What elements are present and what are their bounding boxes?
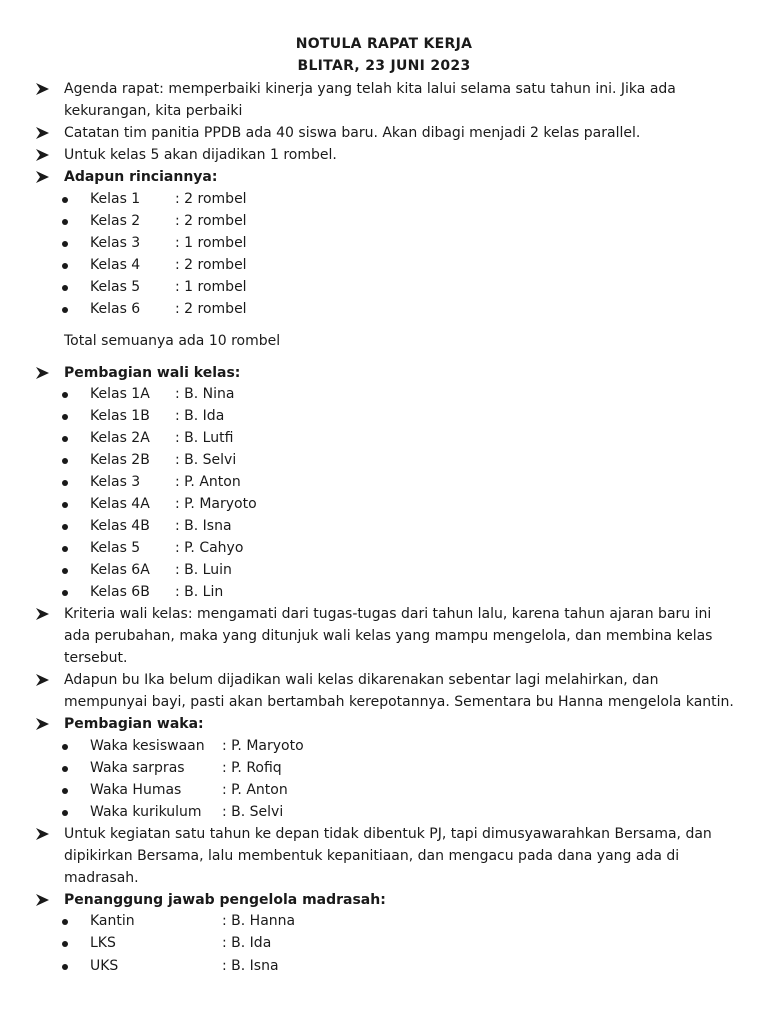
list-item: Kelas 2 : 2 rombel (0, 211, 768, 233)
bullet-dot-icon (62, 392, 68, 398)
kriteria-bullet (0, 604, 768, 626)
arrow-bullet-icon (36, 894, 49, 906)
agenda-label: Agenda rapat: (64, 81, 164, 97)
bu-ika-bullet (0, 670, 768, 692)
list-item: Kelas 5 : P. Cahyo (0, 538, 768, 560)
document-subtitle: BLITAR, 23 JUNI 2023 (297, 58, 471, 74)
bullet-dot-icon (62, 590, 68, 596)
bullet-dot-icon (62, 524, 68, 530)
wali-heading-bullet (0, 363, 768, 385)
arrow-bullet-icon (36, 674, 49, 686)
bullet-dot-icon (62, 502, 68, 508)
list-item: Kelas 2B : B. Selvi (0, 450, 768, 472)
rincian-heading-bullet (0, 167, 768, 189)
list-item: Kelas 3 : P. Anton (0, 472, 768, 494)
list-item: Kelas 6A : B. Luin (0, 560, 768, 582)
kelas5-bullet (0, 145, 768, 167)
list-item: Waka kesiswaan : P. Maryoto (0, 736, 768, 758)
list-item: Kantin : B. Hanna (0, 911, 768, 933)
list-item: Kelas 6B : B. Lin (0, 582, 768, 604)
arrow-bullet-icon (36, 171, 49, 183)
kelas5-text: Untuk kelas 5 akan dijadikan 1 rombel. (64, 147, 337, 163)
agenda-text: memperbaiki kinerja yang telah kita lalui selama satu tahun ini. Jika ada (163, 81, 676, 97)
kriteria-text-cont: tersebut. (64, 650, 128, 666)
bullet-dot-icon (62, 219, 68, 225)
kegiatan-text-cont: dipikirkan Bersama, lalu membentuk kepanitiaan, dan mengacu pada dana yang ada di (64, 848, 680, 864)
arrow-bullet-icon (36, 83, 49, 95)
kriteria-text: mengamati dari tugas-tugas dari tahun lalu, karena tahun ajaran baru ini (192, 606, 712, 622)
list-item: Kelas 4A : P. Maryoto (0, 494, 768, 516)
bullet-dot-icon (62, 810, 68, 816)
list-item: Kelas 5 : 1 rombel (0, 277, 768, 299)
rincian-heading: Adapun rinciannya: (64, 169, 218, 185)
arrow-bullet-icon (36, 718, 49, 730)
document-title: NOTULA RAPAT KERJA (295, 36, 473, 52)
bullet-dot-icon (62, 458, 68, 464)
agenda-bullet (0, 79, 768, 101)
list-item: Kelas 2A : B. Lutfi (0, 428, 768, 450)
bullet-dot-icon (62, 788, 68, 794)
list-item: Waka sarpras : P. Rofiq (0, 758, 768, 780)
pj-heading-bullet (0, 890, 768, 912)
list-item: Waka kurikulum : B. Selvi (0, 802, 768, 824)
bullet-dot-icon (62, 964, 68, 970)
list-item: Kelas 6 : 2 rombel (0, 299, 768, 321)
arrow-bullet-icon (36, 828, 49, 840)
list-item: UKS : B. Isna (0, 956, 768, 978)
agenda-text-cont: kekurangan, kita perbaiki (64, 103, 243, 119)
catatan-bullet (0, 123, 768, 145)
bu-ika-text-cont: mempunyai bayi, pasti akan bertambah kerepotannya. Sementara bu Hanna mengelola kantin. (64, 694, 734, 710)
bullet-dot-icon (62, 480, 68, 486)
bullet-dot-icon (62, 568, 68, 574)
bullet-dot-icon (62, 744, 68, 750)
kegiatan-bullet (0, 824, 768, 846)
bullet-dot-icon (62, 919, 68, 925)
waka-heading: Pembagian waka: (64, 716, 204, 732)
arrow-bullet-icon (36, 367, 49, 379)
bullet-dot-icon (62, 307, 68, 313)
bullet-dot-icon (62, 436, 68, 442)
catatan-text: Catatan tim panitia PPDB ada 40 siswa baru. Akan dibagi menjadi 2 kelas parallel. (64, 125, 641, 141)
bu-ika-text: Adapun bu Ika belum dijadikan wali kelas dikarenakan sebentar lagi melahirkan, dan (64, 672, 659, 688)
bullet-dot-icon (62, 766, 68, 772)
list-item: Kelas 1B : B. Ida (0, 406, 768, 428)
bullet-dot-icon (62, 414, 68, 420)
kegiatan-text-cont: madrasah. (64, 870, 139, 886)
kriteria-text-cont: ada perubahan, maka yang ditunjuk wali kelas yang mampu mengelola, dan membina kelas (64, 628, 713, 644)
bullet-dot-icon (62, 285, 68, 291)
arrow-bullet-icon (36, 149, 49, 161)
bullet-dot-icon (62, 197, 68, 203)
bullet-dot-icon (62, 263, 68, 269)
rincian-total: Total semuanya ada 10 rombel (64, 333, 281, 349)
pj-heading: Penanggung jawab pengelola madrasah: (64, 892, 386, 908)
bullet-dot-icon (62, 241, 68, 247)
list-item: Kelas 1 : 2 rombel (0, 189, 768, 211)
arrow-bullet-icon (36, 608, 49, 620)
list-item: Kelas 3 : 1 rombel (0, 233, 768, 255)
bullet-dot-icon (62, 546, 68, 552)
waka-heading-bullet (0, 714, 768, 736)
list-item: Kelas 4B : B. Isna (0, 516, 768, 538)
list-item: Kelas 1A : B. Nina (0, 384, 768, 406)
list-item: Waka Humas : P. Anton (0, 780, 768, 802)
kriteria-label: Kriteria wali kelas: (64, 606, 193, 622)
arrow-bullet-icon (36, 127, 49, 139)
list-item: LKS : B. Ida (0, 933, 768, 955)
bullet-dot-icon (62, 941, 68, 947)
list-item: Kelas 4 : 2 rombel (0, 255, 768, 277)
kegiatan-text: Untuk kegiatan satu tahun ke depan tidak dibentuk PJ, tapi dimusyawarahkan Bersama, dan (64, 826, 712, 842)
wali-heading: Pembagian wali kelas: (64, 365, 241, 381)
